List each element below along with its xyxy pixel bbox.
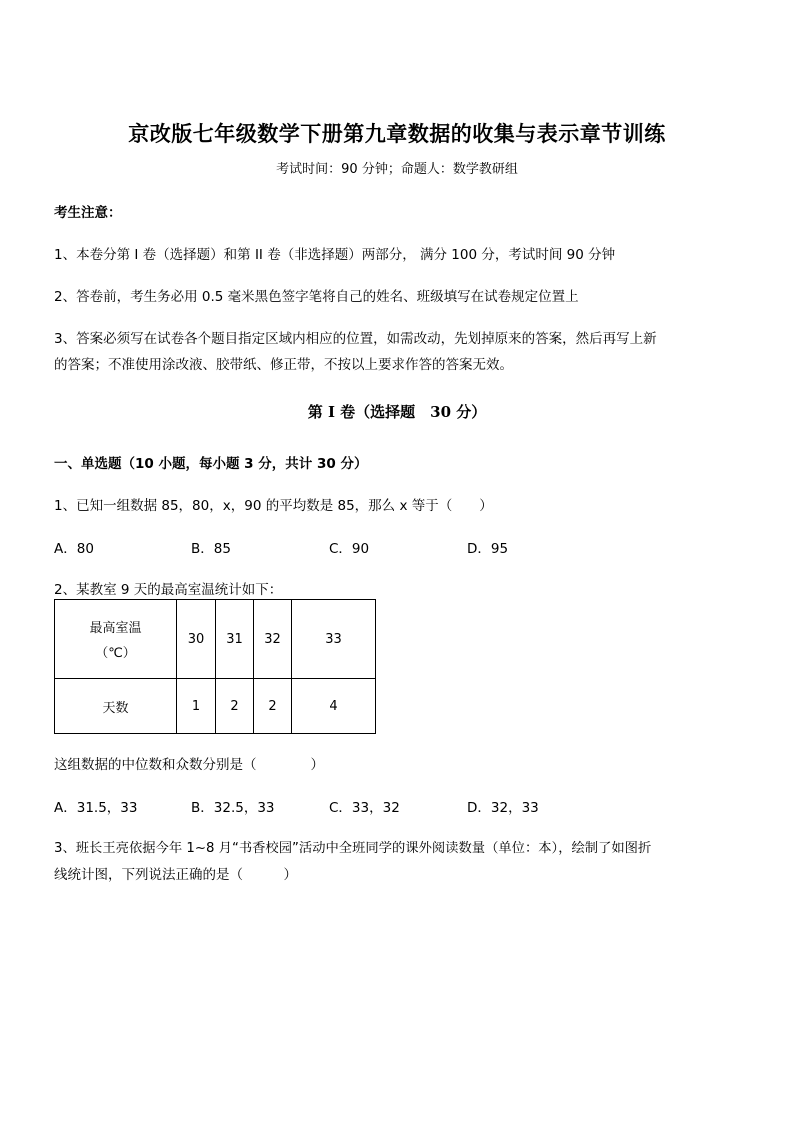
question-2-prompt: 这组数据的中位数和众数分别是（ ） xyxy=(54,757,324,773)
temp-label: 最高室温 xyxy=(89,621,142,636)
exam-subtitle: 考试时间：90 分钟；命题人：数学教研组 xyxy=(276,162,518,177)
temp-unit: （℃） xyxy=(95,646,136,661)
table-cell: 32 xyxy=(254,600,292,679)
notice-item-1: 1、本卷分第 I 卷（选择题）和第 II 卷（非选择题）两部分， 满分 100 分，考试时间 90 分钟 xyxy=(54,247,616,263)
table-cell: 33 xyxy=(292,600,376,679)
notice-item-2: 2、答卷前，考生务必用 0.5 毫米黑色签字笔将自己的姓名、班级填写在试卷规定位置上 xyxy=(54,289,579,305)
q1-option-d: D．95 xyxy=(467,541,509,557)
table-cell: 2 xyxy=(216,679,254,734)
q1-option-b: B．85 xyxy=(191,541,231,557)
table-cell: 31 xyxy=(216,600,254,679)
q2-option-c: C．33，32 xyxy=(329,800,400,816)
question-2-stem: 2、某教室 9 天的最高室温统计如下： xyxy=(54,582,283,598)
q2-option-a: A．31.5，33 xyxy=(54,800,138,816)
q2-option-b: B．32.5，33 xyxy=(191,800,275,816)
page-title: 京改版七年级数学下册第九章数据的收集与表示章节训练 xyxy=(128,121,666,146)
table-header-cell: 天数 xyxy=(55,679,177,734)
table-cell: 2 xyxy=(254,679,292,734)
question-3-stem-cont: 线统计图，下列说法正确的是（ ） xyxy=(54,867,297,883)
question-3-stem: 3、班长王亮依据今年 1~8 月“书香校园”活动中全班同学的课外阅读数量（单位：本），绘制了如图折 xyxy=(54,841,652,856)
table-row xyxy=(55,600,376,679)
table-row xyxy=(55,679,376,734)
notice-item-3-cont: 的答案；不准使用涂改液、胶带纸、修正带，不按以上要求作答的答案无效。 xyxy=(54,357,513,373)
notice-heading: 考生注意： xyxy=(54,205,122,221)
q1-option-c: C．90 xyxy=(329,541,370,557)
table-cell: 4 xyxy=(292,679,376,734)
q2-option-d: D．32，33 xyxy=(467,800,539,816)
part-heading: 一、单选题（10 小题，每小题 3 分，共计 30 分） xyxy=(54,456,368,472)
table-cell: 1 xyxy=(177,679,216,734)
table-header-cell xyxy=(55,600,177,679)
section-title: 第 I 卷（选择题 30 分） xyxy=(307,403,487,421)
temperature-table xyxy=(54,599,376,734)
notice-item-3: 3、答案必须写在试卷各个题目指定区域内相应的位置，如需改动，先划掉原来的答案，然后再写上新 xyxy=(54,331,657,347)
table-cell: 30 xyxy=(177,600,216,679)
q1-option-a: A．80 xyxy=(54,541,94,557)
question-1-stem: 1、已知一组数据 85，80，x，90 的平均数是 85，那么 x 等于（ ） xyxy=(54,498,493,514)
